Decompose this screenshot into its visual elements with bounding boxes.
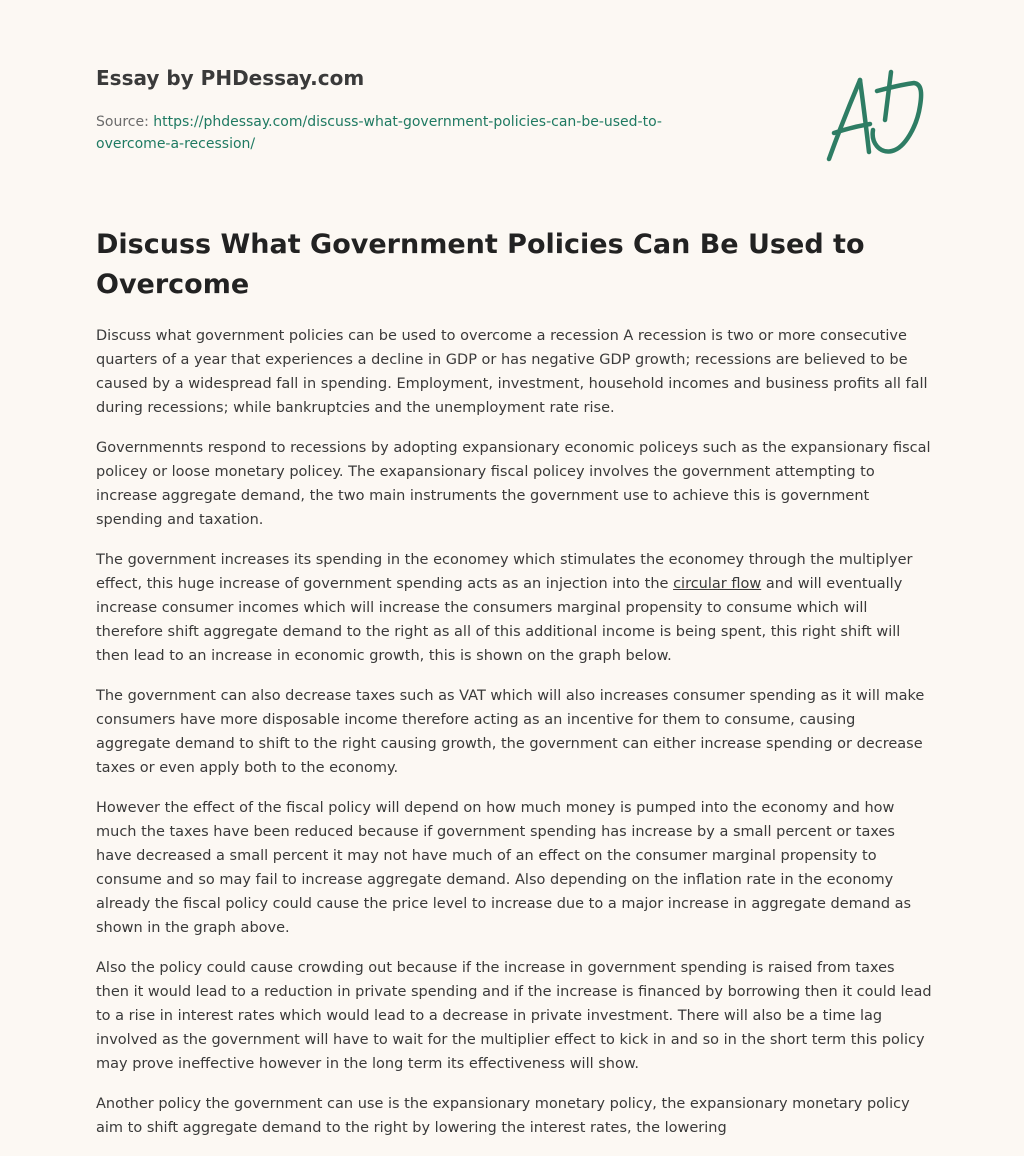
paragraph-2: Governmennts respond to recessions by adopting expansionary economic policeys such as the expansionary fiscal policey or loose monetary policey. The exapansionary fiscal policey involves the government attempting to increase aggregate demand, the two main instruments the government use to achieve this is government spending and taxation.: [96, 440, 931, 528]
essay-body: [96, 324, 932, 1156]
site-title: Essay by PHDessay.com: [96, 66, 365, 90]
paragraph-5: However the effect of the fiscal policy will depend on how much money is pumped into the economy and how much the taxes have been reduced because if government spending has increase by a small percent or taxes have decreased a small percent it may not have much of an effect on the consumer marginal propensity to consume and so may fail to increase aggregate demand. Also depending on the inflation rate in the economy already the fiscal policy could cause the price level to increase due to a major increase in aggregate demand as shown in the graph above.: [96, 800, 912, 936]
circular-flow-link[interactable]: circular flow: [673, 576, 762, 592]
paragraph-1: Discuss what government policies can be used to overcome a recession A recession is two or more consecutive quarters of a year that experiences a decline in GDP or has negative GDP growth; recessions are believed to be caused by a widespread fall in spending. Employment, investment, household incomes and business profits all fall during recessions; while bankruptcies and the unemployment rate rise.: [96, 328, 928, 416]
source-line: [96, 111, 736, 155]
essay-title: Discuss What Government Policies Can Be Used to Overcome: [96, 229, 865, 300]
source-label: Source:: [96, 114, 154, 130]
paragraph-4: The government can also decrease taxes such as VAT which will also increases consumer spending as it will make consumers have more disposable income therefore acting as an incentive for them to consume, causing aggregate demand to shift to the right causing growth, the government can either increase spending or decrease taxes or even apply both to the economy.: [96, 688, 925, 776]
paragraph-7: Another policy the government can use is the expansionary monetary policy, the expansionary monetary policy aim to shift aggregate demand to the right by lowering the interest rates, the lowering: [96, 1096, 910, 1136]
source-link[interactable]: https://phdessay.com/discuss-what-government-policies-can-be-used-to-overcome-a-recession/: [96, 114, 662, 152]
paragraph-3-text-start: The government increases its spending in the economey which stimulates the economey through the multiplyer effect, this huge increase of government spending acts as an injection into the: [96, 552, 913, 592]
a-plus-logo-icon: [822, 68, 928, 164]
paragraph-3-text-end: and will eventually increase consumer incomes which will increase the consumers marginal propensity to consume which will therefore shift aggregate demand to the right as all of this additional income is being spent, this right shift will then lead to an increase in economic growth, this is shown on the graph below.: [96, 576, 903, 664]
paragraph-6: Also the policy could cause crowding out because if the increase in government spending is raised from taxes then it would lead to a reduction in private spending and if the increase is financed by borrowing then it could lead to a rise in interest rates which would lead to a decrease in private investment. There will also be a time lag involved as the government will have to wait for the multiplier effect to kick in and so in the short term this policy may prove ineffective however in the long term its effectiveness will show.: [96, 960, 932, 1072]
paragraph-3: [96, 548, 932, 668]
